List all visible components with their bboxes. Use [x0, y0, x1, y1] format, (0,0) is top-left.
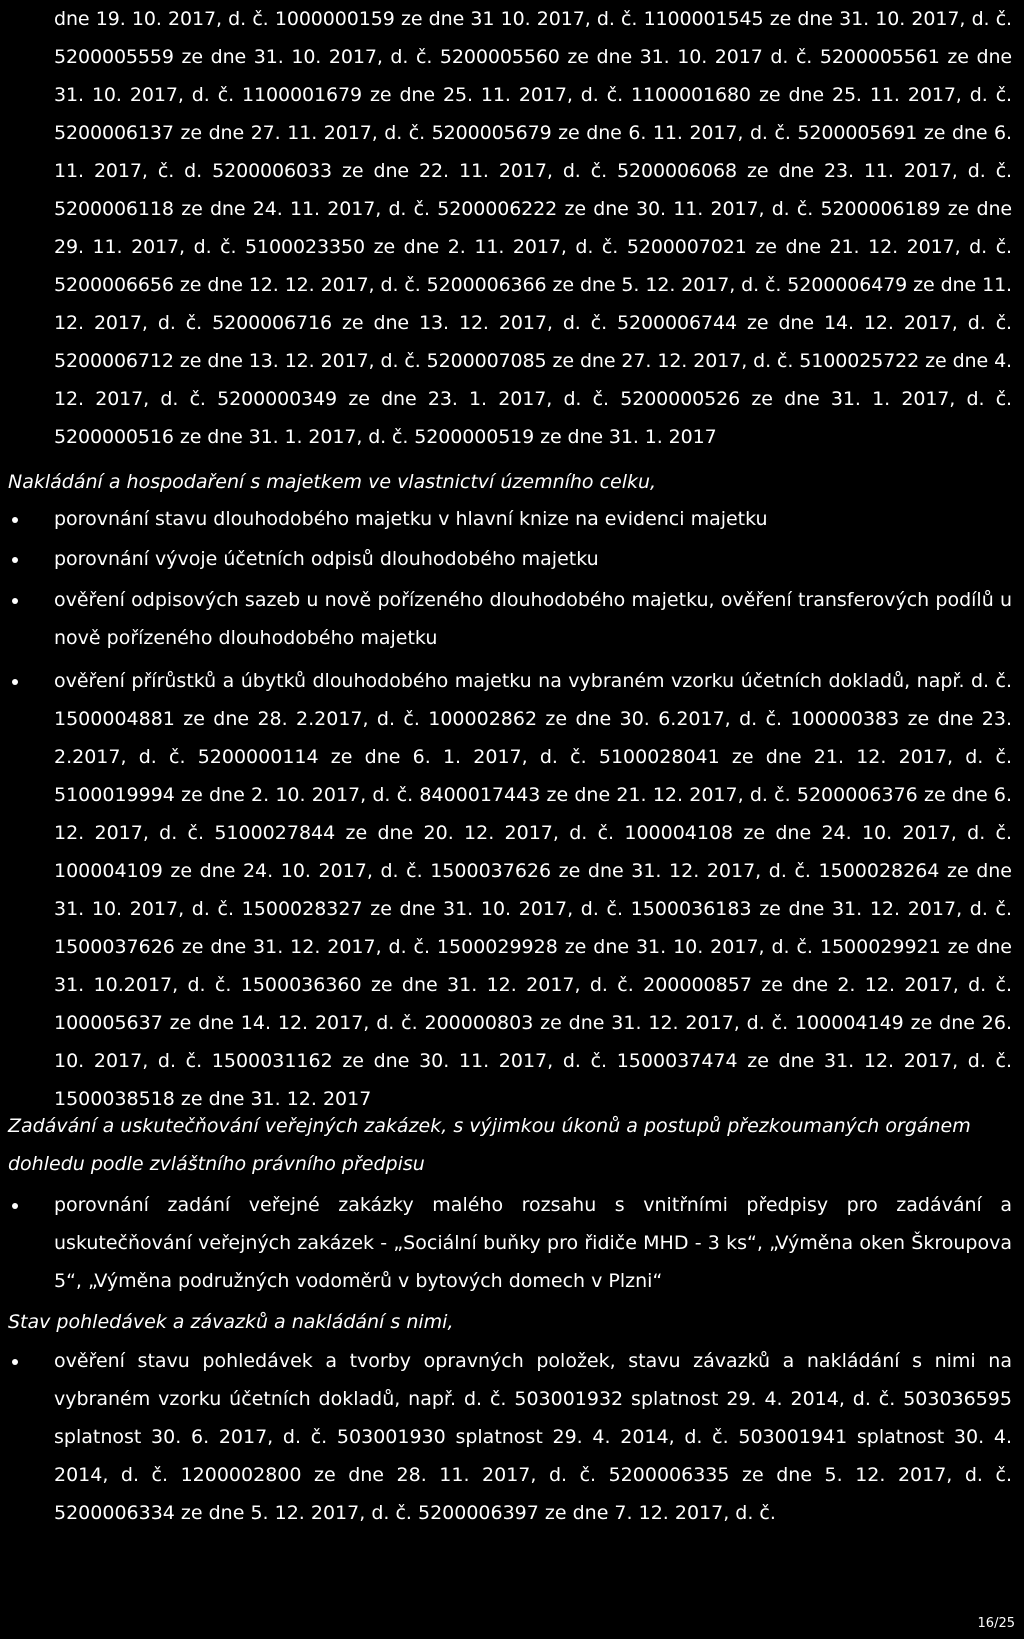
- bullet-icon: [12, 598, 18, 604]
- bullet-icon: [12, 1203, 18, 1209]
- list-item: [54, 662, 1012, 1118]
- list-item: [54, 581, 1012, 657]
- bullet-icon: [12, 679, 18, 685]
- section-heading-procurement: Zadávání a uskutečňování veřejných zakázek, s výjimkou úkonů a postupů přezkoumaných orgánem dohledu podle zvláštního právního předpisu: [8, 1115, 971, 1175]
- list-item: [54, 500, 1012, 538]
- list-item: [54, 1342, 1012, 1532]
- list-item-text: porovnání stavu dlouhodobého majetku v hlavní knize na evidenci majetku: [54, 508, 768, 530]
- list-item-text: ověření přírůstků a úbytků dlouhodobého majetku na vybraném vzorku účetních dokladů, např. d. č. 1500004881 ze dne 28. 2.2017, d. č. 100002862 ze dne 30. 6.2017, d. č. 100000383 ze dne 23. 2.2017, d. č. 5200000114 ze dne 6. 1. 2017, d. č. 5100028041 ze dne 21. 12. 2017, d. č. 5100019994 ze dne 2. 10. 2017, d. č. 8400017443 ze dne 21. 12. 2017, d. č. 5200006376 ze dne 6. 12. 2017, d. č. 5100027844 ze dne 20. 12. 2017, d. č. 100004108 ze dne 24. 10. 2017, d. č. 100004109 ze dne 24. 10. 2017, d. č. 1500037626 ze dne 31. 12. 2017, d. č. 1500028264 ze dne 31. 10. 2017, d. č. 1500028327 ze dne 31. 10. 2017, d. č. 1500036183 ze dne 31. 12. 2017, d. č. 1500037626 ze dne 31. 12. 2017, d. č. 1500029928 ze dne 31. 10. 2017, d. č. 1500029921 ze dne 31. 10.2017, d. č. 1500036360 ze dne 31. 12. 2017, d. č. 200000857 ze dne 2. 12. 2017, d. č. 100005637 ze dne 14. 12. 2017, d. č. 200000803 ze dne 31. 12. 2017, d. č. 100004149 ze dne 26. 10. 2017, d. č. 1500031162 ze dne 30. 11. 2017, d. č. 1500037474 ze dne 31. 12. 2017, d. č. 1500038518 ze dne 31. 12. 2017: [54, 670, 1012, 1110]
- continuation-paragraph: dne 19. 10. 2017, d. č. 1000000159 ze dne 31 10. 2017, d. č. 1100001545 ze dne 31. 10. 2017, d. č. 5200005559 ze dne 31. 10. 2017, d. č. 5200005560 ze dne 31. 10. 2017 d. č. 5200005561 ze dne 31. 10. 2017, d. č. 1100001679 ze dne 25. 11. 2017, d. č. 1100001680 ze dne 25. 11. 2017, d. č. 5200006137 ze dne 27. 11. 2017, d. č. 5200005679 ze dne 6. 11. 2017, d. č. 5200005691 ze dne 6. 11. 2017, č. d. 5200006033 ze dne 22. 11. 2017, d. č. 5200006068 ze dne 23. 11. 2017, d. č. 5200006118 ze dne 24. 11. 2017, d. č. 5200006222 ze dne 30. 11. 2017, d. č. 5200006189 ze dne 29. 11. 2017, d. č. 5100023350 ze dne 2. 11. 2017, d. č. 5200007021 ze dne 21. 12. 2017, d. č. 5200006656 ze dne 12. 12. 2017, d. č. 5200006366 ze dne 5. 12. 2017, d. č. 5200006479 ze dne 11. 12. 2017, d. č. 5200006716 ze dne 13. 12. 2017, d. č. 5200006744 ze dne 14. 12. 2017, d. č. 5200006712 ze dne 13. 12. 2017, d. č. 5200007085 ze dne 27. 12. 2017, d. č. 5100025722 ze dne 4. 12. 2017, d. č. 5200000349 ze dne 23. 1. 2017, d. č. 5200000526 ze dne 31. 1. 2017, d. č. 5200000516 ze dne 31. 1. 2017, d. č. 5200000519 ze dne 31. 1. 2017: [54, 8, 1012, 448]
- list-item: [54, 1186, 1012, 1300]
- bullet-icon: [12, 557, 18, 563]
- bullet-icon: [12, 517, 18, 523]
- list-item: [54, 540, 1012, 578]
- page-number: 16/25: [977, 1616, 1015, 1631]
- section-heading-receivables: Stav pohledávek a závazků a nakládání s nimi,: [8, 1311, 454, 1333]
- list-item-text: porovnání zadání veřejné zakázky malého rozsahu s vnitřními předpisy pro zadávání a uskutečňování veřejných zakázek - „Sociální buňky pro řidiče MHD - 3 ks“, „Výměna oken Škroupova 5“, „Výměna podružných vodoměrů v bytových domech v Plzni“: [54, 1194, 1012, 1292]
- section-heading-property: Nakládání a hospodaření s majetkem ve vlastnictví územního celku,: [8, 471, 657, 493]
- list-item-text: porovnání vývoje účetních odpisů dlouhodobého majetku: [54, 548, 599, 570]
- list-item-text: ověření stavu pohledávek a tvorby opravných položek, stavu závazků a nakládání s nimi na vybraném vzorku účetních dokladů, např. d. č. 503001932 splatnost 29. 4. 2014, d. č. 503036595 splatnost 30. 6. 2017, d. č. 503001930 splatnost 29. 4. 2014, d. č. 503001941 splatnost 30. 4. 2014, d. č. 1200002800 ze dne 28. 11. 2017, d. č. 5200006335 ze dne 5. 12. 2017, d. č. 5200006334 ze dne 5. 12. 2017, d. č. 5200006397 ze dne 7. 12. 2017, d. č.: [54, 1350, 1012, 1524]
- bullet-icon: [12, 1359, 18, 1365]
- list-item-text: ověření odpisových sazeb u nově pořízeného dlouhodobého majetku, ověření transferových podílů u nově pořízeného dlouhodobého majetku: [54, 589, 1012, 649]
